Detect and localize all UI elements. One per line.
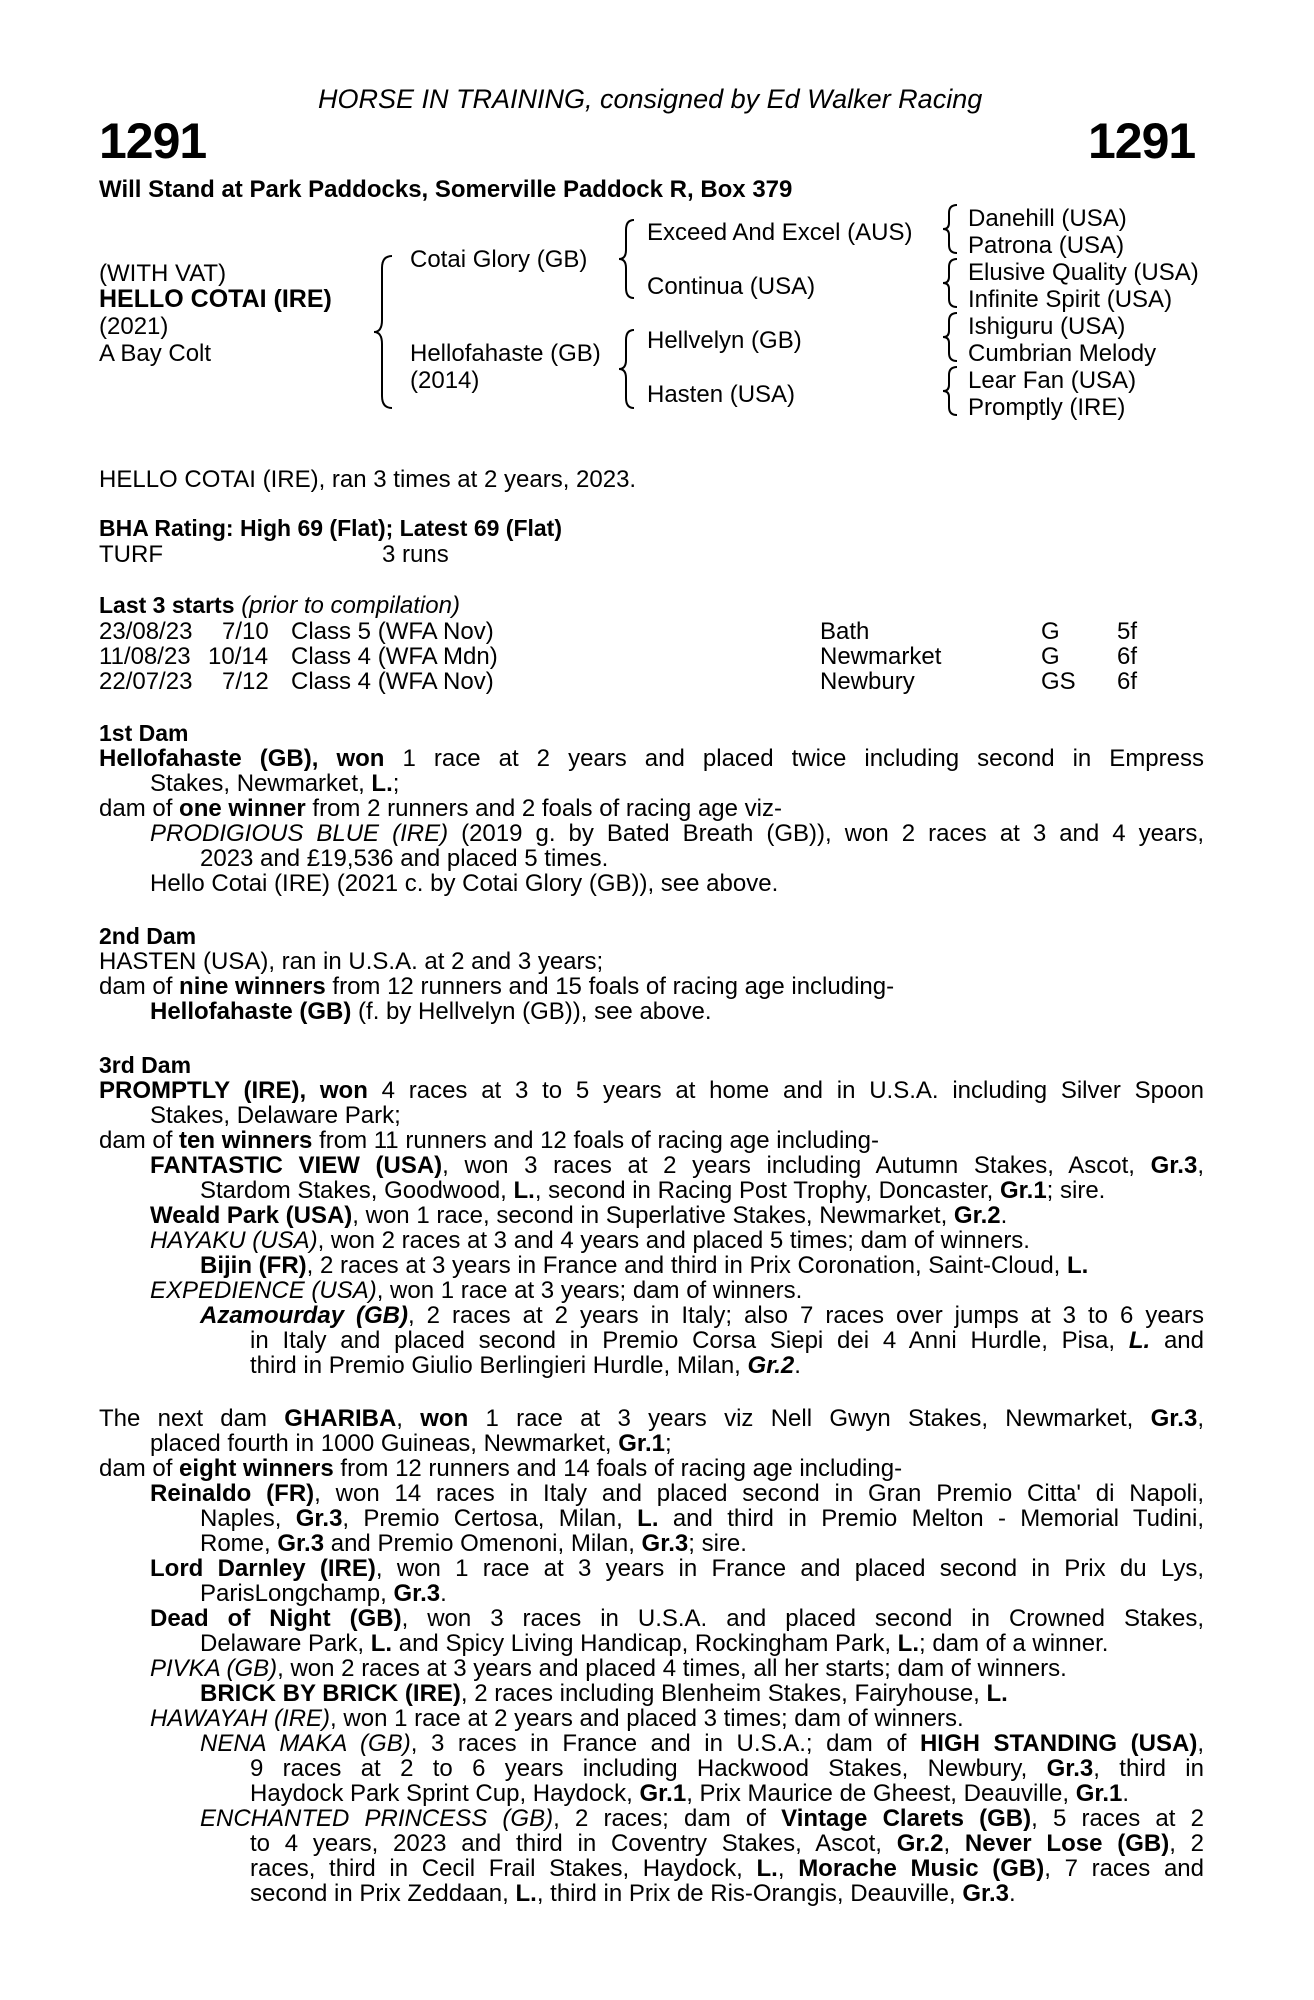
- lot-number-left: 1291: [99, 113, 207, 169]
- stabling-location: Will Stand at Park Paddocks, Somerville Paddock R, Box 379: [99, 176, 793, 203]
- rating-runs: 3 runs: [382, 541, 449, 568]
- third-dam-line: FANTASTIC VIEW (USA), won 3 races at 2 years including Autumn Stakes, Ascot, Gr.3,: [150, 1152, 1204, 1179]
- start-position: 7/12: [222, 668, 269, 695]
- third-dam-line: Stakes, Delaware Park;: [150, 1102, 401, 1129]
- first-dam-line: Stakes, Newmarket, L.;: [150, 770, 400, 797]
- next-dam-line: dam of eight winners from 12 runners and 14 foals of racing age including-: [99, 1455, 903, 1482]
- next-dam-line: ENCHANTED PRINCESS (GB), 2 races; dam of Vintage Clarets (GB), 5 races at 2: [200, 1805, 1204, 1832]
- third-dam-heading: 3rd Dam: [99, 1052, 192, 1078]
- third-dam-line: Weald Park (USA), won 1 race, second in Superlative Stakes, Newmarket, Gr.2.: [150, 1202, 1008, 1229]
- pedigree-dam-dam: Hasten (USA): [647, 381, 796, 408]
- start-class: Class 5 (WFA Nov): [291, 618, 494, 645]
- third-dam-line: PROMPTLY (IRE), won 4 races at 3 to 5 years at home and in U.S.A. including Silver Spoon: [99, 1077, 1204, 1104]
- third-dam-line: Bijin (FR), 2 races at 3 years in France and third in Prix Coronation, Saint-Cloud, L.: [200, 1252, 1089, 1279]
- start-course: Newmarket: [820, 643, 942, 670]
- next-dam-line: Rome, Gr.3 and Premio Omenoni, Milan, Gr.3; sire.: [200, 1530, 747, 1557]
- next-dam-line: BRICK BY BRICK (IRE), 2 races including Blenheim Stakes, Fairyhouse, L.: [200, 1680, 1008, 1707]
- start-distance: 5f: [1117, 618, 1138, 645]
- first-dam-line: 2023 and £19,536 and placed 5 times.: [200, 845, 609, 872]
- pedigree-dds: Lear Fan (USA): [968, 367, 1137, 394]
- pedigree-brace-main: [370, 250, 400, 415]
- pedigree-brace-dam: [616, 326, 640, 412]
- next-dam-line: Lord Darnley (IRE), won 1 race at 3 years in France and placed second in Prix du Lys,: [150, 1555, 1204, 1582]
- pedigree-dam: Hellofahaste (GB): [410, 340, 601, 367]
- start-course: Bath: [820, 618, 870, 645]
- start-date: 22/07/23: [99, 668, 193, 695]
- pedigree-brace-ds: [940, 310, 962, 364]
- pedigree-brace-ss: [940, 202, 962, 256]
- pedigree-dam-year: (2014): [410, 367, 480, 394]
- next-dam-line: PIVKA (GB), won 2 races at 3 years and placed 4 times, all her starts; dam of winners.: [150, 1655, 1067, 1682]
- first-dam-heading: 1st Dam: [99, 720, 189, 746]
- second-dam-line: dam of nine winners from 12 runners and 15 foals of racing age including-: [99, 973, 895, 1000]
- next-dam-line: NENA MAKA (GB), 3 races in France and in U.S.A.; dam of HIGH STANDING (USA),: [200, 1730, 1204, 1757]
- third-dam-line: dam of ten winners from 11 runners and 12 foals of racing age including-: [99, 1127, 879, 1154]
- pedigree-dam-sire: Hellvelyn (GB): [647, 327, 802, 354]
- second-dam-line: HASTEN (USA), ran in U.S.A. at 2 and 3 years;: [99, 948, 604, 975]
- next-dam-line: second in Prix Zeddaan, L., third in Prix de Ris-Orangis, Deauville, Gr.3.: [250, 1880, 1016, 1907]
- third-dam-line: EXPEDIENCE (USA), won 1 race at 3 years; dam of winners.: [150, 1277, 803, 1304]
- race-summary: HELLO COTAI (IRE), ran 3 times at 2 years, 2023.: [99, 466, 637, 493]
- pedigree-brace-dd: [940, 364, 962, 418]
- next-dam-line: Naples, Gr.3, Premio Certosa, Milan, L. and third in Premio Melton - Memorial Tudini,: [200, 1505, 1205, 1532]
- first-dam-line: Hellofahaste (GB), won 1 race at 2 years and placed twice including second in Empress: [99, 745, 1204, 772]
- last-starts-heading: [99, 592, 460, 620]
- third-dam-line: third in Premio Giulio Berlingieri Hurdle, Milan, Gr.2.: [250, 1352, 801, 1379]
- second-dam-heading: 2nd Dam: [99, 923, 197, 949]
- start-going: GS: [1041, 668, 1076, 695]
- horse-name: HELLO COTAI (IRE): [99, 285, 332, 313]
- next-dam-line: races, third in Cecil Frail Stakes, Haydock, L., Morache Music (GB), 7 races and: [250, 1855, 1204, 1882]
- second-dam-line: Hellofahaste (GB) (f. by Hellvelyn (GB)), see above.: [150, 998, 712, 1025]
- start-position: 10/14: [208, 643, 269, 670]
- third-dam-line: HAYAKU (USA), won 2 races at 3 and 4 years and placed 5 times; dam of winners.: [150, 1227, 1030, 1254]
- horse-description: A Bay Colt: [99, 340, 212, 367]
- third-dam-line: in Italy and placed second in Premio Corsa Siepi dei 4 Anni Hurdle, Pisa, L. and: [250, 1327, 1204, 1354]
- start-position: 7/10: [222, 618, 269, 645]
- pedigree-ddd: Promptly (IRE): [968, 394, 1126, 421]
- next-dam-line: Dead of Night (GB), won 3 races in U.S.A. and placed second in Crowned Stakes,: [150, 1605, 1205, 1632]
- start-class: Class 4 (WFA Nov): [291, 668, 494, 695]
- start-going: G: [1041, 618, 1060, 645]
- start-course: Newbury: [820, 668, 915, 695]
- last-starts-note: (prior to compilation): [241, 592, 460, 619]
- start-class: Class 4 (WFA Mdn): [291, 643, 498, 670]
- next-dam-line: 9 races at 2 to 6 years including Hackwood Stakes, Newbury, Gr.3, third in: [250, 1755, 1204, 1782]
- next-dam-line: Haydock Park Sprint Cup, Haydock, Gr.1, Prix Maurice de Gheest, Deauville, Gr.1.: [250, 1780, 1130, 1807]
- pedigree-brace-sd: [940, 256, 962, 310]
- first-dam-line: dam of one winner from 2 runners and 2 foals of racing age viz-: [99, 795, 782, 822]
- bha-rating: BHA Rating: High 69 (Flat); Latest 69 (Flat): [99, 515, 562, 541]
- pedigree-sds: Elusive Quality (USA): [968, 259, 1199, 286]
- last-starts-title: Last 3 starts: [99, 592, 235, 618]
- pedigree-sdd: Infinite Spirit (USA): [968, 286, 1173, 313]
- pedigree-dss: Ishiguru (USA): [968, 313, 1126, 340]
- first-dam-line: Hello Cotai (IRE) (2021 c. by Cotai Glory (GB)), see above.: [150, 870, 779, 897]
- start-distance: 6f: [1117, 668, 1138, 695]
- start-date: 23/08/23: [99, 618, 193, 645]
- horse-year: (2021): [99, 313, 169, 340]
- next-dam-line: Delaware Park, L. and Spicy Living Handicap, Rockingham Park, L.; dam of a winner.: [200, 1630, 1109, 1657]
- pedigree-sire-dam: Continua (USA): [647, 273, 816, 300]
- next-dam-line: to 4 years, 2023 and third in Coventry Stakes, Ascot, Gr.2, Never Lose (GB), 2: [250, 1830, 1204, 1857]
- start-date: 11/08/23: [99, 643, 191, 670]
- pedigree-ssd: Patrona (USA): [968, 232, 1125, 259]
- next-dam-line: placed fourth in 1000 Guineas, Newmarket, Gr.1;: [150, 1430, 672, 1457]
- catalogue-header-title: HORSE IN TRAINING, consigned by Ed Walker Racing: [318, 84, 983, 114]
- first-dam-line: PRODIGIOUS BLUE (IRE) (2019 g. by Bated Breath (GB)), won 2 races at 3 and 4 years,: [150, 820, 1204, 847]
- pedigree-sire: Cotai Glory (GB): [410, 246, 588, 273]
- start-distance: 6f: [1117, 643, 1138, 670]
- start-going: G: [1041, 643, 1060, 670]
- lot-number-right: 1291: [1088, 113, 1196, 169]
- pedigree-dsd: Cumbrian Melody: [968, 340, 1157, 367]
- vat-status: (WITH VAT): [99, 260, 227, 287]
- pedigree-brace-sire: [616, 216, 640, 302]
- pedigree-sss: Danehill (USA): [968, 205, 1127, 232]
- third-dam-line: Stardom Stakes, Goodwood, L., second in Racing Post Trophy, Doncaster, Gr.1; sire.: [200, 1177, 1106, 1204]
- next-dam-line: HAWAYAH (IRE), won 1 race at 2 years and placed 3 times; dam of winners.: [150, 1705, 964, 1732]
- third-dam-line: Azamourday (GB), 2 races at 2 years in Italy; also 7 races over jumps at 3 to 6 years: [200, 1302, 1205, 1329]
- next-dam-line: ParisLongchamp, Gr.3.: [200, 1580, 447, 1607]
- next-dam-line: The next dam GHARIBA, won 1 race at 3 years viz Nell Gwyn Stakes, Newmarket, Gr.3,: [99, 1405, 1204, 1432]
- next-dam-line: Reinaldo (FR), won 14 races in Italy and placed second in Gran Premio Citta' di Napoli,: [150, 1480, 1204, 1507]
- pedigree-sire-sire: Exceed And Excel (AUS): [647, 219, 913, 246]
- rating-surface: TURF: [99, 541, 163, 568]
